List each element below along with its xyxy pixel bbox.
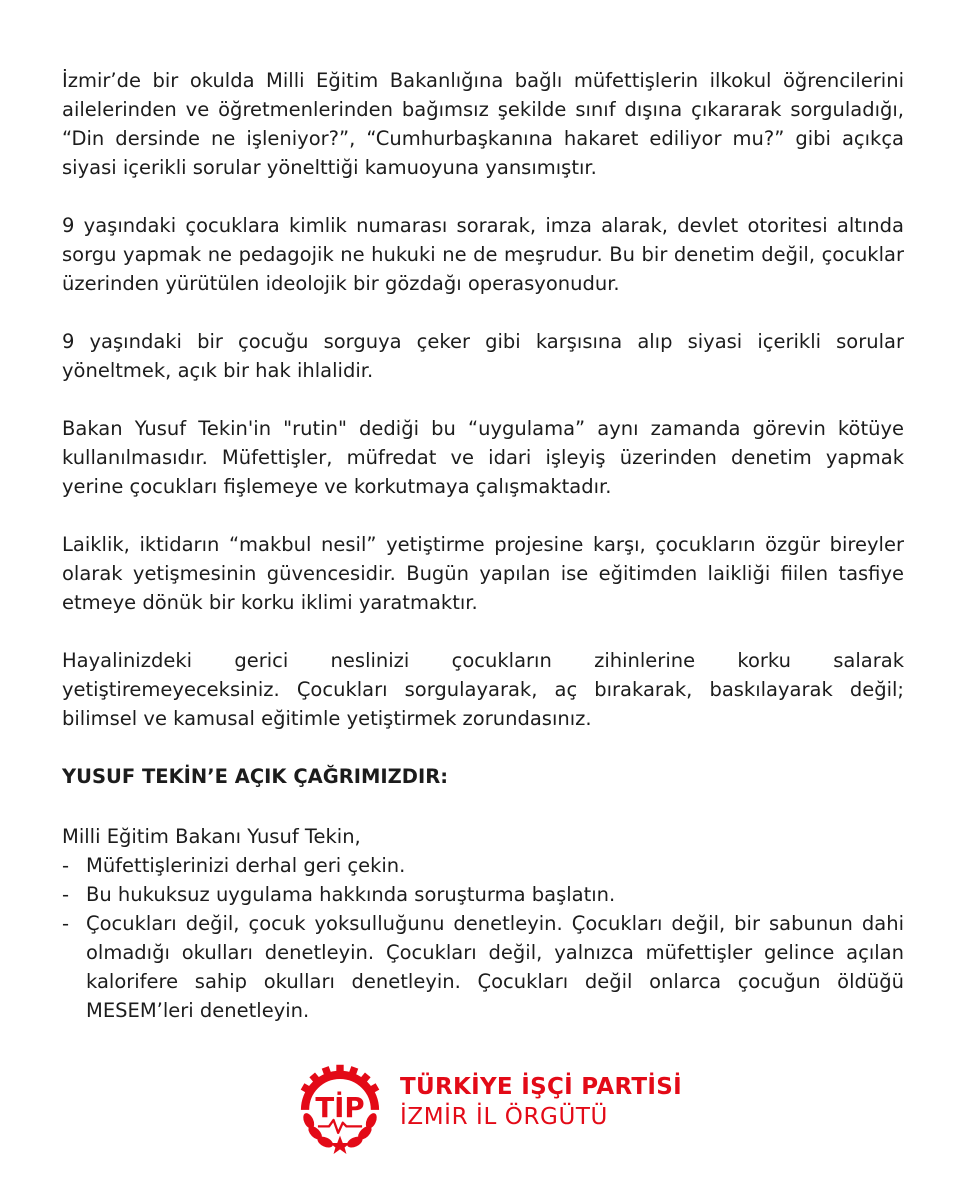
demand-item-investigate	[62, 880, 904, 909]
demand-text: Müfettişlerinizi derhal geri çekin.	[86, 854, 406, 877]
bullet-dash: -	[62, 854, 70, 877]
call-heading: YUSUF TEKİN’E AÇIK ÇAĞRIMIZDIR:	[62, 765, 449, 788]
bullet-dash: -	[62, 912, 70, 935]
paragraph-rights-violation: 9 yaşındaki bir çocuğu sorguya çeker gibi karşısına alıp siyasi içerikli sorular yöneltmek, açık bir hak ihlalidir.	[62, 330, 904, 382]
organization-signature	[294, 1062, 694, 1162]
paragraph-minister: Bakan Yusuf Tekin'in "rutin" dediği bu “uygulama” aynı zamanda görevin kötüye kullanılmasıdır. Müfettişler, müfredat ve idari işleyiş üzerinden denetim yapmak yerine çocukları fişlemeye ve korkutmaya çalışmaktadır.	[62, 417, 904, 498]
logo-text: TİP	[315, 1091, 365, 1125]
demand-text: Bu hukuksuz uygulama hakkında soruşturma başlatın.	[86, 883, 616, 906]
paragraph-interrogation: 9 yaşındaki çocuklara kimlik numarası sorarak, imza alarak, devlet otoritesi altında sorgu yapmak ne pedagojik ne hukuki ne de meşrudur. Bu bir denetim değil, çocuklar üzerinden yürütülen ideolojik bir gözdağı operasyonudur.	[62, 214, 904, 295]
addressee-line: Milli Eğitim Bakanı Yusuf Tekin,	[62, 825, 361, 848]
paragraph-secularism: Laiklik, iktidarın “makbul nesil” yetiştirme projesine karşı, çocukların özgür bireyler olarak yetişmesinin güvencesidir. Bugün yapılan ise eğitimden laikliği fiilen tasfiye etmeye dönük bir korku iklimi yaratmaktır.	[62, 533, 904, 614]
demands-list	[62, 851, 904, 1025]
organization-branch: İZMİR İL ÖRGÜTÜ	[400, 1104, 608, 1130]
statement-document	[62, 66, 904, 1025]
organization-name: TÜRKİYE İŞÇİ PARTİSİ	[400, 1074, 682, 1100]
demand-item-inspect	[62, 909, 904, 1025]
paragraph-incident: İzmir’de bir okulda Milli Eğitim Bakanlığına bağlı müfettişlerin ilkokul öğrencilerini ailelerinden ve öğretmenlerinden bağımsız şekilde sınıf dışına çıkararak sorguladığı, “Din dersinde ne işleniyor?”, “Cumhurbaşkanına hakaret ediliyor mu?” gibi açıkça siyasi içerikli sorular yönelttiği kamuoyuna yansımıştır.	[62, 69, 904, 179]
gear-star-logo-icon	[294, 1062, 386, 1154]
paragraph-generation: Hayalinizdeki gerici neslinizi çocukların zihinlerine korku salarak yetiştiremeyeceksiniz. Çocukları sorgulayarak, aç bırakarak, baskılayarak değil; bilimsel ve kamusal eğitimle yetiştirmek zorundasınız.	[62, 649, 904, 730]
bullet-dash: -	[62, 883, 70, 906]
demand-item-withdraw	[62, 851, 904, 880]
organization-name-block	[400, 1072, 682, 1132]
demand-text: Çocukları değil, çocuk yoksulluğunu denetleyin. Çocukları değil, bir sabunun dahi olmadığı okulları denetleyin. Çocukları değil, yalnızca müfettişler gelince açılan kalorifere sahip okulları denetleyin. Çocukları değil onlarca çocuğun öldüğü MESEM’leri denetleyin.	[86, 912, 904, 1022]
